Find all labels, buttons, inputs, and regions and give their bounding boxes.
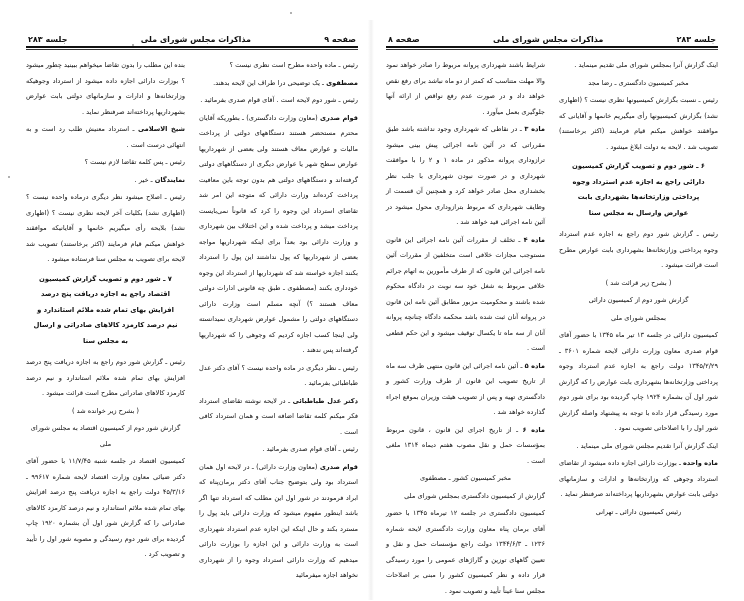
paragraph-text: ( بشرح زیر قرائت شد ) (605, 278, 672, 287)
paragraph (386, 359, 545, 421)
centered-line (26, 421, 185, 452)
centered-line (26, 404, 185, 420)
section-heading (32, 272, 179, 350)
centered-line (559, 505, 718, 521)
page-9 (0, 0, 372, 600)
paragraph (26, 122, 185, 153)
speaker-name: شیخ الاسلامی (137, 125, 185, 133)
paragraph-text: بنده این مطلب را بدون تقاضا میخواهم ببینید چطور میشود ؟ بوزارت دارائی اجازه داده میشود از استرداد وجوهیکه وزارتخانه‌ها و ادارات و سازمانهای دولتی بابت عوارض بشهرداریها پرداخته‌اند صرفنظر نماید . (26, 61, 185, 116)
paragraph-text: رئیس ـ پس کلمه تقاضا لازم نیست ؟ (84, 158, 185, 166)
paragraph (386, 423, 545, 470)
column-right (559, 58, 718, 601)
paragraph-text: ـ در لایحه نوشته تقاضای استرداد فکر میکنم کلمه تقاضا اضافه است و همان استرداد کافی است . (199, 396, 358, 436)
centered-line (386, 471, 545, 487)
speaker-name: نمایندگان (154, 175, 185, 184)
paragraph (199, 111, 358, 359)
paragraph (26, 58, 185, 120)
paragraph-text: رئیس ـ شور دوم لایحه است . آقای قوام صدری بفرمائید . (200, 96, 358, 104)
paragraph-text: رئیس ـ نسبت بگزارش کمیسیونها نظری نیست ؟ (اظهاری نشد) بگزارش کمیسیونها رأی میگیریم خانمها و آقایانی که موافقند خواهش میکنم قیام فرمایند (اکثر برخاستند) تصویب شد . لایحه به دولت ابلاغ میشود . (559, 96, 718, 151)
header-rule-thin (26, 49, 358, 50)
paragraph (199, 442, 358, 458)
speaker-name: ماده ۵ (524, 361, 545, 370)
paragraph (199, 76, 358, 92)
paragraph (386, 122, 545, 231)
paragraph-text: ( بشرح زیر خوانده شد ) (72, 406, 139, 415)
page-header (386, 32, 718, 44)
paragraph (386, 489, 545, 505)
page-8 (372, 0, 744, 600)
paragraph-text: ـ یک توضیحی درا طراف این لایحه بدهند. (213, 78, 327, 87)
paragraph-text: رئیس ـ گزارش شور دوم راجع به اجازه عدم استرداد وجوه پرداختی وزارتخانه‌ها بشهرداری بابت عوارض مطرح است قرائت میشود . (559, 230, 718, 269)
speaker-name: قوام صدری (319, 462, 358, 471)
text-columns (26, 58, 358, 586)
speaker-name: ماده ۶ (522, 425, 545, 434)
paragraph-text: ـ تخلف از مقررات آئین نامه اجرائی این قانون مستوجب مجازات خلافی است متخلفین از مقررات آئین نامه اجرائی این قانون که از طرف مأمورین به اتهام جرائم خلافی مربوط به شغل خود سه نوبت در دادگاه محکوم شده باشند و محکومیت مزبور مطابق آئین نامه این قانون در پروانه آنان ثبت شده باشد محکمه دادگاه چنانچه پروانه آنان از سه ماه تا یکسال توقیف میشود و این حکم قطعی است . (386, 235, 545, 352)
paragraph-text: ـ بوزارت دارائی اجازه داده میشود از تقاضای استرداد وجوهی که وزارتخانه‌ها و ادارات و سازمانهای دولتی بابت عوارض بشهرداریها پرداخته‌اند صرفنظر نماید . (559, 459, 718, 498)
header-rule (26, 46, 358, 48)
speaker-name: ماده واحده (683, 459, 718, 467)
paragraph-text: گزارش شور دوم از کمیسیون دارائی (588, 296, 689, 304)
paragraph (199, 361, 358, 392)
paragraph-text: رئیس ـ ماده واحده مطرح است نظری نیست ؟ (229, 61, 358, 69)
paragraph-text: شرایط باشند شهرداری پروانه مربوط را صادر خواهد نمود والا مهلت متناسب که کمتر از دو ماه نباشد برای رفع نقص خواهد داد و در صورت عدم رفع نواقص از ارائه آنها جلوگیری بعمل میآورد . (386, 61, 545, 116)
paragraph-text: گزارش شور دوم از کمیسیون اقتصاد به مجلس شورای ملی (30, 424, 181, 448)
page-number: صفحه ۸ (388, 35, 420, 44)
paragraph (199, 58, 358, 74)
paragraph (199, 394, 358, 441)
column-left (386, 58, 545, 601)
paragraph (559, 93, 718, 155)
paragraph (559, 439, 718, 455)
paragraph-text: کمیسیون دادگستری در جلسه ۱۲ تیرماه ۱۳۴۵ با حضور آقای برمان پناه معاون وزارت دادگستری لایحه شماره ۱۲۳۶ ـ ۱۳۴۴/۶/۳ دولت راجع مؤسسات حمل و نقل و تعیین گاههای توزین و گاراژهای عمومی را مورد رسیدگی قرار داده و نظر کمیسیون کشور را مبنی بر اصلاحات مجلس سنا عیناً تأیید و تصویب نمود . (386, 509, 546, 595)
paragraph-text: ـ آئین نامه اجرائی این قانون منتهی ظرف سه ماه از تاریخ تصویب این قانون از طرف وزارت کشور و دادگستری تهیه و پس از تصویب هیئت وزیران بموقع اجراء گذارده خواهد شد . (386, 361, 545, 416)
paragraph-text: رئیس ـ نظر دیگری در ماده واحده نیست ؟ آقای دکتر عدل طباطبائی بفرمائید . (199, 363, 358, 387)
paragraph-text: ۷ ـ شور دوم و تصویب گزارش کمیسیون اقتصاد راجع به اجازه دریافت پنج درصد افزایش بهای تمام شده ملائم استاندارد و نیم درصد کارمزد کالاهای صادراتی و ارسال به مجلس سنا (33, 274, 178, 345)
page-header (26, 32, 358, 44)
centered-line (559, 311, 718, 327)
paragraph-text: کمیسیون اقتصاد در جلسه شنبه ۱۱/۷/۴۵ با حضور آقای دکتر ضیائی معاون وزارت اقتصاد لایحه شماره ۹۹۶۱۷ ـ ۴۵/۳/۱۶ دولت راجع به اجازه دریافت پنج درصد افزایش بهای تمام شده ملائم استاندارد و نیم درصد کارمزد کالاهای صادراتی را که گزارش شور اول آن بشماره ۱۹۲۰ چاپ گردیده برای شور دوم رسیدگی و مصوبه شور اول را تأیید و تصویب کرد . (26, 457, 186, 558)
speaker-name: ماده ۴ (523, 235, 545, 244)
paragraph-text: اینک گزارش آنرا تقدیم مجلس شورای ملی مینماید . (576, 441, 718, 450)
speaker-name: دکتر عدل طباطبائی (292, 396, 358, 405)
running-title: مذاکرات مجلس شورای ملی (140, 35, 251, 44)
paragraph-text: مخبر کمیسیون دادگستری ـ رضا مجد (588, 78, 689, 87)
centered-line (559, 76, 718, 92)
scan-speck (132, 44, 134, 46)
paragraph (26, 454, 185, 563)
centered-line (559, 293, 718, 309)
session-number: جلسه ۲۸۳ (28, 35, 68, 44)
paragraph-text: گزارش از کمیسیون دادگستری بمجلس شورای ملی (404, 491, 545, 500)
paragraph (559, 456, 718, 503)
header-rule (386, 46, 718, 48)
session-number: جلسه ۲۸۳ (676, 35, 716, 44)
paragraph (386, 506, 545, 599)
paragraph-text: رئیس ـ گزارش شور دوم راجع به اجازه دریافت پنج درصد افزایش بهای تمام شده ملائم استاندارد و نیم درصد کارمزد کالاهای صادراتی مطرح است قرائت میشود . (26, 358, 185, 397)
paragraph (559, 58, 718, 74)
paragraph-text: ـ استرداد معنیش طلب رد است و به انتهائی درست است . (26, 125, 185, 149)
paragraph (386, 58, 545, 120)
scan-speck (290, 12, 292, 14)
paragraph-text: (معاون وزارت دارائی) ـ در لایحه اول همان استرداد بود ولی بتوضیح جناب آقای دکتر برمان‌پناه که ابراد فرمودند در شور اول این مطلب که استرداد تنها اگر باشد اینطور مفهوم میشود که وزارت دارائی باید پول را مسترد بکند و حال اینکه این اجازه عدم استرداد شهرداری است به وزارت دارائی و این اجازه را بوزارت دارائی میدهیم که وزارت دارائی استرداد وجوه را از شهرداری نخواهد اجازه میفرمائید (199, 462, 358, 579)
paragraph-text: ـ خیر . (134, 175, 155, 184)
section-heading (565, 159, 712, 221)
paragraph (26, 190, 185, 268)
paragraph (26, 173, 185, 189)
paragraph-text: ـ در نقاطی که شهرداری وجود نداشته باشد طبق مقرراتی که در آئین نامه اجرائی پیش بینی میشود ترازوداری پروانه مذکور در ماده ۱ و ۲ را با موافقت شهرداری و در صورت نبودن شهرداری با جلب نظر بخشداری محل صادر خواهد کرد و همچنین آن قسمت از وظایف شهرداری که مربوط بترازوداری محول میشود در آئین نامه اجرائی قید خواهد شد . (386, 125, 545, 226)
speaker-name: مصطفوی (326, 78, 358, 87)
paragraph-text: اینک گزارش آنرا بمجلس شورای ملی تقدیم مینماید . (574, 61, 718, 69)
paragraph (26, 355, 185, 402)
paragraph-text: ۶ ـ شور دوم و تصویب گزارش کمیسیون دارائی راجع به اجازه عدم استرداد وجوه پرداختی وزارتخانه‌ها بشهرداری بابت عوارض وارسال به مجلس سنا (572, 162, 705, 217)
paragraph-text: بمجلس شورای ملی (610, 313, 666, 322)
paragraph (199, 460, 358, 584)
paragraph (386, 233, 545, 357)
paragraph-text: کمیسیون دارائی در جلسه ۱۳ تیر ماه ۱۳۴۵ با حضور آقای قوام صدری معاون وزارت دارائی لایحه شماره ۳۶۰۱ ـ ۱۳۴۵/۲/۲۹ دولت راجع به اجازه عدم استرداد وجوه پرداختی وزارتخانه‌ها بشهرداری بابت عوارض را که گزارش شور اول آن بشماره ۱۹۲۴ چاپ گردیده بود برای شور دوم مورد رسیدگی قرار داده با توجه به پیشنهاد واصله گزارش شور اول را با اصلاحاتی تصویب نمود . (559, 331, 719, 432)
column-right (199, 58, 358, 586)
speaker-name: قوام صدری (319, 113, 358, 122)
paragraph (26, 155, 185, 171)
paragraph-text: (معاون وزارت دادگستری) ـ بطوریکه آقایان محترم مستحضر هستند دستگاههای دولتی از پرداخت مالیات و عوارض معاف هستند ولی بعضی از شهرداریها عوارض سطح شهر یا عوارض دیگری از دستگاههای دولتی گرفته‌اند و دستگاههای دولتی هم بدون توجه باین معافیت پرداخت کرده‌اند وزارت دارائی که متوجه این امر شد تقاضای استرداد این وجوه را کرد که قانوناً نمی‌بایست پرداخت میشد و پرداخت شده و این اختلاف بین شهرداری و وزارت دارائی بود بعداً برای اینکه شهرداریها مواجه بعضی از شهرداریها که پول نداشتند این پول را استرداد بکنند اجازه خواسته شد که شهرداریها از استرداد این وجوه خودداری بکنند (مصطفوی ـ طبق چه قانونی ادارات دولتی معاف هستند ؟) آنچه مسلم است وزارت دارائی دستگاههای دولتی را مشمول عوارض شهرداری نمیدانسته ولی اینجا کسب اجازه کردیم که وجوهی را که شهرداریها گرفته‌اند پس ندهند . (199, 113, 358, 354)
page-number: صفحه ۹ (324, 35, 356, 44)
paragraph-text: رئیس ـ آقای قوام صدری بفرمائید . (262, 445, 358, 453)
centered-line (559, 276, 718, 292)
column-left (26, 58, 185, 586)
paragraph-text: رئیس کمیسیون دارائی ـ تهرانی (595, 507, 682, 516)
header-rule-thin (386, 49, 718, 50)
speaker-name: ماده ۳ (524, 125, 545, 133)
paragraph (559, 227, 718, 274)
paragraph (559, 328, 718, 437)
paragraph-text: رئیس ـ اصلاح میشود نظر دیگری درماده واحده نیست ؟ (اظهاری نشد) بکلیات آخر لایحه نظری نیست ؟ (اظهاری نشد) بلایحه رأی میگیریم خانمها و آقایانیکه موافقند خواهش میکنم قیام فرمایند (اکثر برخاستند) تصویب شد لایحه برای تصویب به مجلس سنا فرستاده میشود . (26, 193, 185, 263)
running-title: مذاکرات مجلس شورای ملی (493, 35, 604, 44)
scan-speck (8, 176, 10, 178)
text-columns (386, 58, 718, 601)
paragraph (199, 93, 358, 109)
paragraph-text: ـ از تاریخ اجرای این قانون ، قانون مربوط بمؤسسات حمل و نقل مصوب هفتم دیماه ۱۳۱۴ ملغی است . (386, 425, 545, 465)
paragraph-text: مخبر کمیسیون کشور ـ مصطفوی (420, 474, 511, 482)
